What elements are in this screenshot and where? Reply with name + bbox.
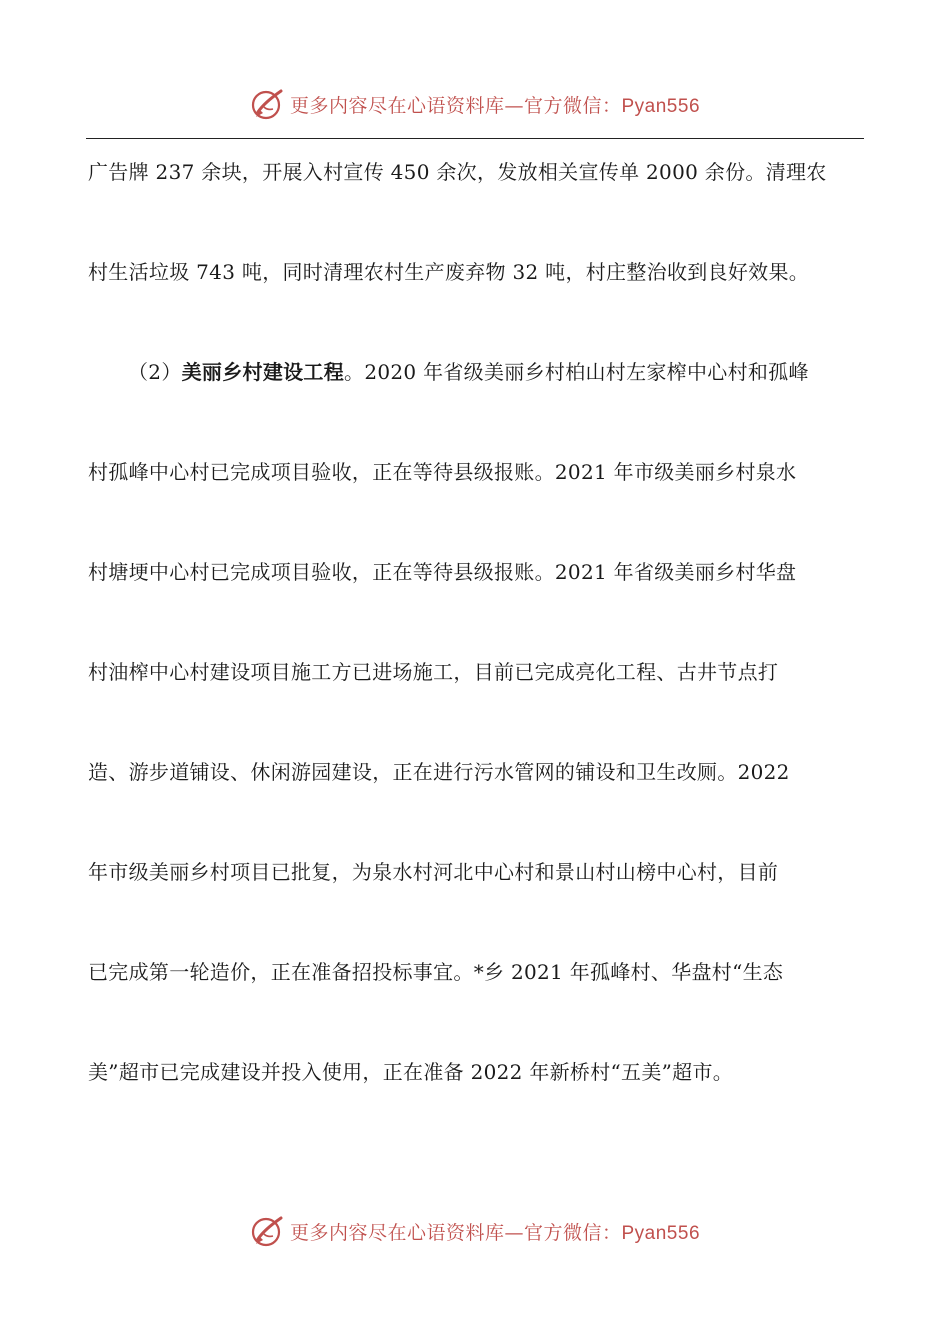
- pen-logo-icon: [250, 1213, 286, 1249]
- header-banner-text: 更多内容尽在心语资料库—官方微信：Pyan556: [289, 94, 701, 117]
- body-line-9: 已完成第一轮造价，正在准备招投标事宜。*乡 2021 年孤峰村、华盘村“生态: [88, 960, 784, 984]
- body-line-4: 村孤峰中心村已完成项目验收，正在等待县级报账。2021 年市级美丽乡村泉水: [88, 460, 797, 484]
- body-line-6: 村油榨中心村建设项目施工方已进场施工，目前已完成亮化工程、古井节点打: [88, 660, 779, 684]
- paragraph-lead: 。2020 年省级美丽乡村柏山村左家榨中心村和孤峰: [344, 360, 809, 384]
- footer-banner: [0, 1211, 950, 1251]
- header-banner-inner: [250, 86, 700, 122]
- pen-logo-icon: [250, 86, 286, 122]
- body-line-10: 美”超市已完成建设并投入使用，正在准备 2022 年新桥村“五美”超市。: [88, 1060, 734, 1084]
- paragraph-number: （2）: [128, 360, 182, 384]
- footer-wechat-id: Pyan556: [621, 1222, 701, 1244]
- footer-banner-text: 更多内容尽在心语资料库—官方微信：Pyan556: [289, 1221, 701, 1244]
- body-line-3-paragraph-start: [88, 346, 862, 446]
- header-rule: [86, 138, 864, 139]
- header-banner: [0, 84, 950, 124]
- body-line-8: 年市级美丽乡村项目已批复，为泉水村河北中心村和景山村山榜中心村，目前: [88, 860, 779, 884]
- paragraph-heading: 美丽乡村建设工程: [181, 360, 345, 384]
- body-line-1: 广告牌 237 余块，开展入村宣传 450 余次，发放相关宣传单 2000 余份。清理农: [88, 160, 827, 184]
- body-line-2: 村生活垃圾 743 吨，同时清理农村生产废弃物 32 吨，村庄整治收到良好效果。: [88, 260, 810, 284]
- header-wechat-id: Pyan556: [621, 95, 701, 117]
- body-line-5: 村塘埂中心村已完成项目验收，正在等待县级报账。2021 年省级美丽乡村华盘: [88, 560, 797, 584]
- body-line-7: 造、游步道铺设、休闲游园建设，正在进行污水管网的铺设和卫生改厕。2022: [88, 760, 790, 784]
- footer-banner-inner: [250, 1213, 700, 1249]
- document-body: [88, 146, 862, 1146]
